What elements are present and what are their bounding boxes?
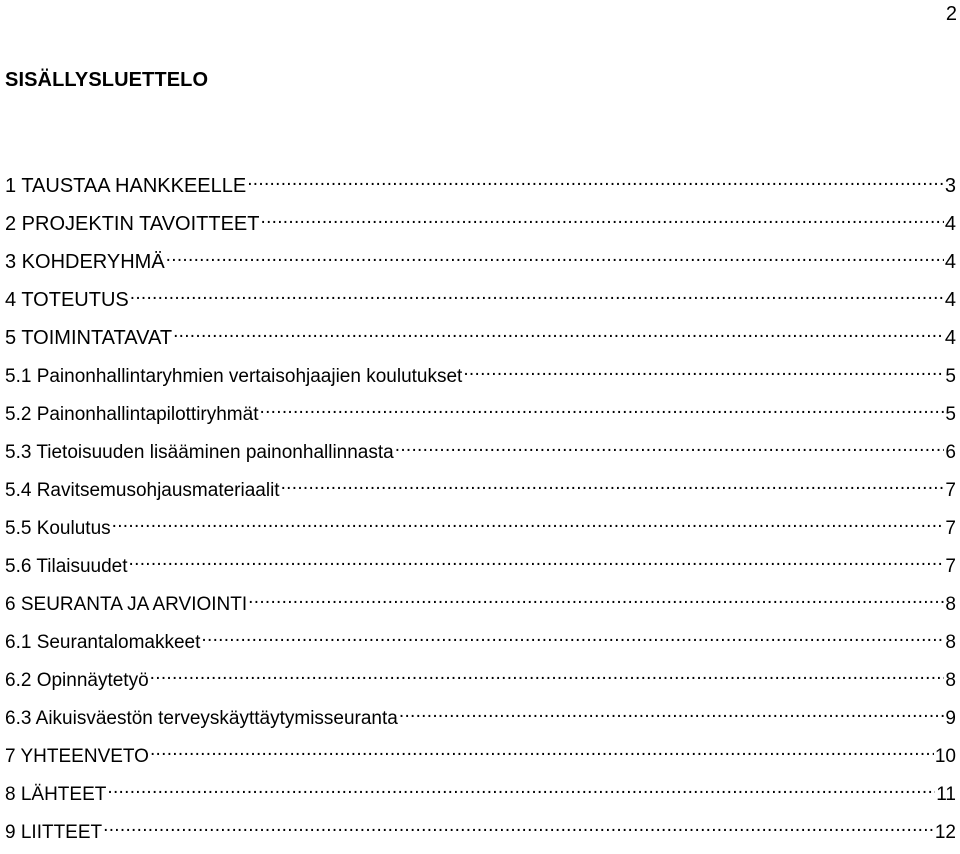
toc-entry-label: 6 SEURANTA JA ARVIOINTI xyxy=(5,594,248,615)
toc-entry-label: 9 LIITTEET xyxy=(5,822,103,843)
dot-leader xyxy=(201,626,944,648)
toc-entry-label: 5.1 Painonhallintaryhmien vertaisohjaajien koulutukset xyxy=(5,366,463,387)
toc-entry-label: 4 TOTEUTUS xyxy=(5,289,129,311)
toc-entry[interactable] xyxy=(5,360,956,398)
toc-entry[interactable] xyxy=(5,284,956,322)
toc-title: SISÄLLYSLUETTELO xyxy=(5,69,209,91)
toc-entry-label: 6.3 Aikuisväestön terveyskäyttäytymisseuranta xyxy=(5,708,398,729)
dot-leader xyxy=(281,474,945,496)
toc-entry-label: 5.6 Tilaisuudet xyxy=(5,556,128,577)
dot-leader xyxy=(399,702,945,724)
toc-entry-label: 5.4 Ravitsemusohjausmateriaalit xyxy=(5,480,280,501)
toc-entry[interactable] xyxy=(5,474,956,512)
toc-entry-label: 6.1 Seurantalomakkeet xyxy=(5,632,201,653)
dot-leader xyxy=(260,208,943,230)
toc-entry-label: 3 KOHDERYHMÄ xyxy=(5,251,165,273)
toc-entry[interactable] xyxy=(5,322,956,360)
toc-entry-page: 9 xyxy=(945,708,956,729)
toc-entry[interactable] xyxy=(5,246,956,284)
toc-entry-label: 6.2 Opinnäytetyö xyxy=(5,670,149,691)
toc-entry-page: 7 xyxy=(945,556,956,577)
toc-entry[interactable] xyxy=(5,588,956,626)
toc-entry-label: 5.5 Koulutus xyxy=(5,518,111,539)
dot-leader xyxy=(166,246,944,268)
toc-entry[interactable] xyxy=(5,702,956,740)
dot-leader xyxy=(103,816,934,838)
dot-leader xyxy=(247,170,944,192)
toc-entry-label: 2 PROJEKTIN TAVOITTEET xyxy=(5,213,260,235)
toc-entry-page: 6 xyxy=(945,442,956,463)
toc-entry-label: 5.2 Painonhallintapilottiryhmät xyxy=(5,404,259,425)
toc-entry-label: 5.3 Tietoisuuden lisääminen painonhallinnasta xyxy=(5,442,394,463)
dot-leader xyxy=(130,284,944,306)
toc-entry-page: 4 xyxy=(944,327,956,349)
dot-leader xyxy=(463,360,944,382)
toc-entry-page: 11 xyxy=(936,784,956,805)
toc-entry-page: 7 xyxy=(945,480,956,501)
dot-leader xyxy=(173,322,944,344)
toc-entry-page: 7 xyxy=(945,518,956,539)
toc-entry-page: 8 xyxy=(945,594,956,615)
toc-list xyxy=(5,170,956,854)
toc-entry-label: 7 YHTEENVETO xyxy=(5,746,149,767)
toc-entry[interactable] xyxy=(5,512,956,550)
toc-entry-page: 4 xyxy=(944,289,956,311)
dot-leader xyxy=(107,778,935,800)
toc-entry-label: 8 LÄHTEET xyxy=(5,784,107,805)
dot-leader xyxy=(248,588,944,610)
toc-entry[interactable] xyxy=(5,170,956,208)
dot-leader xyxy=(112,512,945,534)
toc-entry[interactable] xyxy=(5,740,956,778)
toc-entry-page: 5 xyxy=(945,404,956,425)
dot-leader xyxy=(150,664,945,686)
toc-entry-page: 12 xyxy=(934,822,956,843)
toc-entry[interactable] xyxy=(5,816,956,854)
toc-entry-page: 4 xyxy=(944,251,956,273)
toc-entry[interactable] xyxy=(5,398,956,436)
dot-leader xyxy=(395,436,945,458)
toc-entry-page: 8 xyxy=(945,632,956,653)
toc-entry[interactable] xyxy=(5,550,956,588)
toc-entry[interactable] xyxy=(5,436,956,474)
toc-entry[interactable] xyxy=(5,208,956,246)
page-number: 2 xyxy=(945,3,957,25)
toc-entry[interactable] xyxy=(5,626,956,664)
toc-entry-page: 10 xyxy=(934,746,956,767)
toc-entry-page: 4 xyxy=(944,213,956,235)
toc-entry-label: 5 TOIMINTATAVAT xyxy=(5,327,173,349)
dot-leader xyxy=(150,740,934,762)
dot-leader xyxy=(129,550,945,572)
toc-entry-page: 5 xyxy=(945,366,956,387)
toc-entry-page: 3 xyxy=(944,175,956,197)
dot-leader xyxy=(260,398,945,420)
toc-entry[interactable] xyxy=(5,778,956,816)
toc-entry-page: 8 xyxy=(945,670,956,691)
toc-entry[interactable] xyxy=(5,664,956,702)
toc-entry-label: 1 TAUSTAA HANKKEELLE xyxy=(5,175,247,197)
